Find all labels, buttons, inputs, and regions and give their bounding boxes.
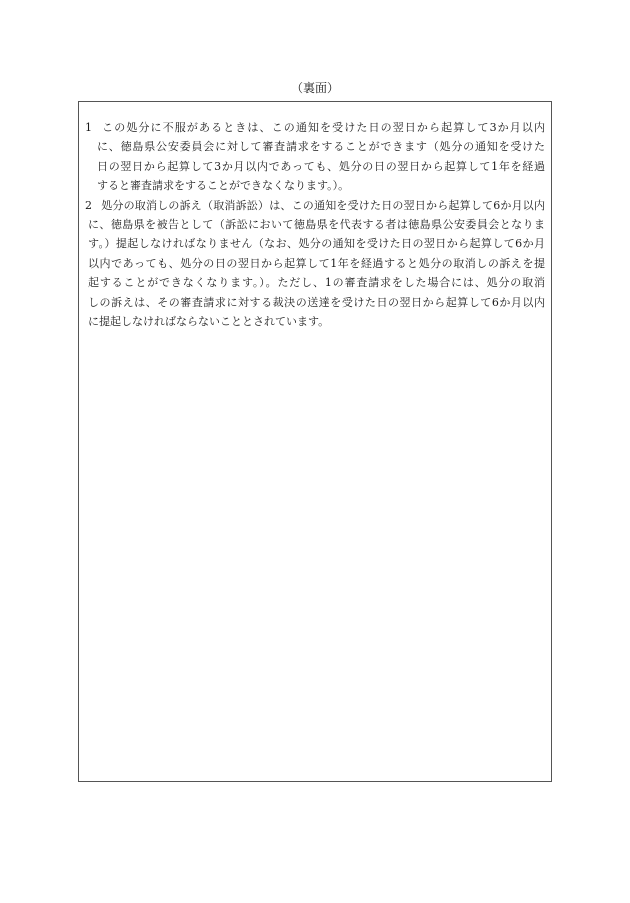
notice-item-1 — [85, 118, 545, 196]
item-line: しの訴えは、その審査請求に対する裁決の送達を受けた日の翌日から起算して6か月以内 — [88, 295, 545, 309]
item-line — [85, 118, 545, 137]
item-line: 以内であっても、処分の日の翌日から起算して1年を経過すると処分の取消しの訴えを提 — [88, 256, 545, 270]
item-line: に提起しなければならないこととされています。 — [88, 315, 330, 329]
item-text: 処分の取消しの訴え（取消訴訟）は、この通知を受けた日の翌日から起算して6か月以内 — [101, 198, 545, 212]
item-number: 2 — [85, 198, 92, 212]
page-title: （裏面） — [290, 81, 339, 95]
item-line: に、徳島県を被告として（訴訟において徳島県を代表する者は徳島県公安委員会となりま — [88, 218, 545, 232]
item-line: すると審査請求をすることができなくなります。）。 — [97, 179, 350, 193]
notice-item-2 — [85, 196, 545, 332]
item-line: に、徳島県公安委員会に対して審査請求をすることができます（処分の通知を受けた — [97, 140, 545, 154]
notice-box — [78, 101, 552, 782]
item-number: 1 — [85, 121, 92, 134]
item-line: す。）提起しなければなりません（なお、処分の通知を受けた日の翌日から起算して6か月 — [88, 237, 545, 251]
item-line: 起することができなくなります。）。ただし、1の審査請求をした場合には、処分の取消 — [88, 276, 545, 290]
item-text: この処分に不服があるときは、この通知を受けた日の翌日から起算して3か月以内 — [101, 121, 545, 134]
item-line: 日の翌日から起算して3か月以内であっても、処分の日の翌日から起算して1年を経過 — [97, 159, 545, 173]
item-line — [85, 196, 545, 215]
